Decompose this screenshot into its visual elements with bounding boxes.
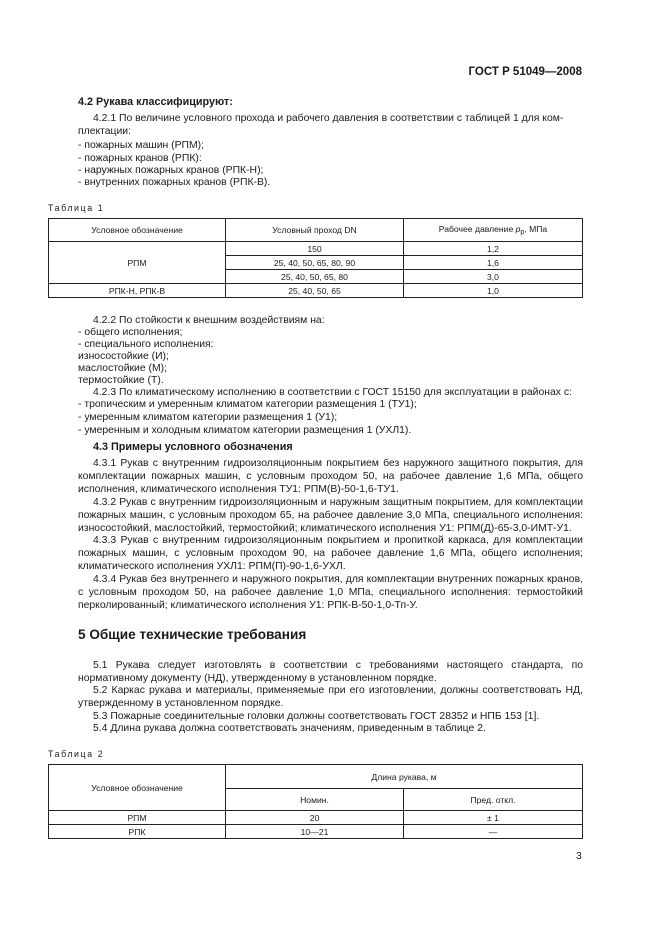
table-1-caption: Таблица 1 [48, 203, 105, 213]
table-cell: 25, 40, 50, 65, 80 [226, 270, 404, 284]
table-cell: РПК-Н, РПК-В [49, 284, 226, 298]
list-item: - умеренным и холодным климатом категории размещения 1 (УХЛ1). [78, 425, 412, 436]
paragraph-4-2-3: 4.2.3 По климатическому исполнению в соответствии с ГОСТ 15150 для эксплуатации в районах с: [93, 387, 572, 398]
list-item: - пожарных кранов (РПК): [78, 153, 202, 164]
paragraph-5-4: 5.4 Длина рукава должна соответствовать значениям, приведенным в таблице 2. [93, 723, 486, 734]
paragraph-4-3-2: 4.3.2 Рукав с внутренним гидроизоляционным и наружным защитным покрытием, для комплектации пожарных машин, с условным проходом 65, на рабочее давление 3,0 МПа, специального исполнения: износостойкий, маслостойкий, термостойкий; климатического исполнения У1: РПМ(Д)-65-3,0-ИМТ-У1. [78, 497, 583, 534]
page-number: 3 [576, 851, 582, 862]
list-item: - наружных пожарных кранов (РПК-Н); [78, 165, 264, 176]
table-header-cell: Рабочее давление $р_р$, МПа [404, 219, 583, 242]
table-cell: 10—21 [226, 825, 404, 839]
list-item: - общего исполнения; [78, 327, 183, 338]
table-cell: РПК [49, 825, 226, 839]
table-header-cell: Пред. откл. [404, 789, 583, 811]
list-item: - пожарных машин (РПМ); [78, 140, 204, 151]
table-cell: РПМ [49, 242, 226, 284]
table-cell: 20 [226, 811, 404, 825]
paragraph-4-3-1: 4.3.1 Рукав с внутренним гидроизоляционным покрытием без наружного защитного покрытия, для комплектации пожарных машин, с условным проходом 50, на рабочее давление 1,6 МПа, общего исполнения, климатического исполнения ТУ1: РПМ(В)-50-1,6-ТУ1. [78, 458, 583, 495]
table-cell: 150 [226, 242, 404, 256]
section-4-3-heading: 4.3 Примеры условного обозначения [93, 441, 293, 453]
table-row [49, 825, 583, 839]
paragraph-4-3-4: 4.3.4 Рукав без внутреннего и наружного покрытия, для комплектации внутренних пожарных кранов, с условным проходом 50, на рабочее давление 1,0 МПа, специального исполнения: термостойкий перколированный; климатического исполнения У1: РПК-В-50-1,0-Тп-У. [78, 574, 583, 611]
table-header-cell: Длина рукава, м [226, 765, 583, 789]
table-cell: 1,0 [404, 284, 583, 298]
table-1 [48, 218, 583, 298]
table-header-cell: Номин. [226, 789, 404, 811]
list-item: термостойкие (Т). [78, 375, 164, 386]
table-row [49, 242, 583, 256]
list-item: износостойкие (И); [78, 351, 169, 362]
paragraph-4-2-1-line2: плектации: [78, 126, 131, 137]
table-cell: 3,0 [404, 270, 583, 284]
document-header: ГОСТ Р 51049—2008 [468, 66, 582, 78]
table-row [49, 284, 583, 298]
paragraph-5-2: 5.2 Каркас рукава и материалы, применяемые при его изготовлении, должны соответствовать НД, утвержденному в установленном порядке. [78, 685, 583, 709]
table-cell: 25, 40, 50, 65 [226, 284, 404, 298]
list-item: - умеренным климатом категории размещения 1 (У1); [78, 412, 338, 423]
table-row [49, 811, 583, 825]
table-cell: 1,2 [404, 242, 583, 256]
paragraph-5-3: 5.3 Пожарные соединительные головки должны соответствовать ГОСТ 28352 и НПБ 153 [1]. [93, 711, 540, 722]
list-item: - тропическим и умеренным климатом категории размещения 1 (ТУ1); [78, 399, 417, 410]
table-header-cell: Условное обозначение [49, 765, 226, 811]
table-cell: ± 1 [404, 811, 583, 825]
table-2 [48, 764, 583, 839]
paragraph-5-1: 5.1 Рукава следует изготовлять в соответствии с требованиями настоящего стандарта, по нормативному документу (НД), утвержденному в установленном порядке. [78, 660, 583, 684]
table-cell: 25, 40, 50, 65, 80, 90 [226, 256, 404, 270]
list-item: маслостойкие (М); [78, 363, 167, 374]
table-cell: 1,6 [404, 256, 583, 270]
table-cell: РПМ [49, 811, 226, 825]
list-item: - внутренних пожарных кранов (РПК-В). [78, 177, 271, 188]
paragraph-4-3-3: 4.3.3 Рукав с внутренним гидроизоляционным покрытием и пропиткой каркаса, для комплектации пожарных машин, с условным проходом 90, на рабочее давление 1,6 МПа, общего исполнения; климатического исполнения УХЛ1: РПМ(П)-90-1,6-УХЛ. [78, 535, 583, 572]
section-4-2-heading: 4.2 Рукава классифицируют: [78, 96, 233, 108]
table-2-caption: Таблица 2 [48, 749, 105, 759]
list-item: - специального исполнения: [78, 339, 214, 350]
table-cell: — [404, 825, 583, 839]
table-header-cell: Условный проход DN [226, 219, 404, 242]
section-5-heading: 5 Общие технические требования [78, 627, 307, 642]
table-header-cell: Условное обозначение [49, 219, 226, 242]
paragraph-4-2-1-line1: 4.2.1 По величине условного прохода и рабочего давления в соответствии с таблицей 1 для ком- [93, 113, 564, 124]
paragraph-4-2-2: 4.2.2 По стойкости к внешним воздействиям на: [93, 315, 325, 326]
